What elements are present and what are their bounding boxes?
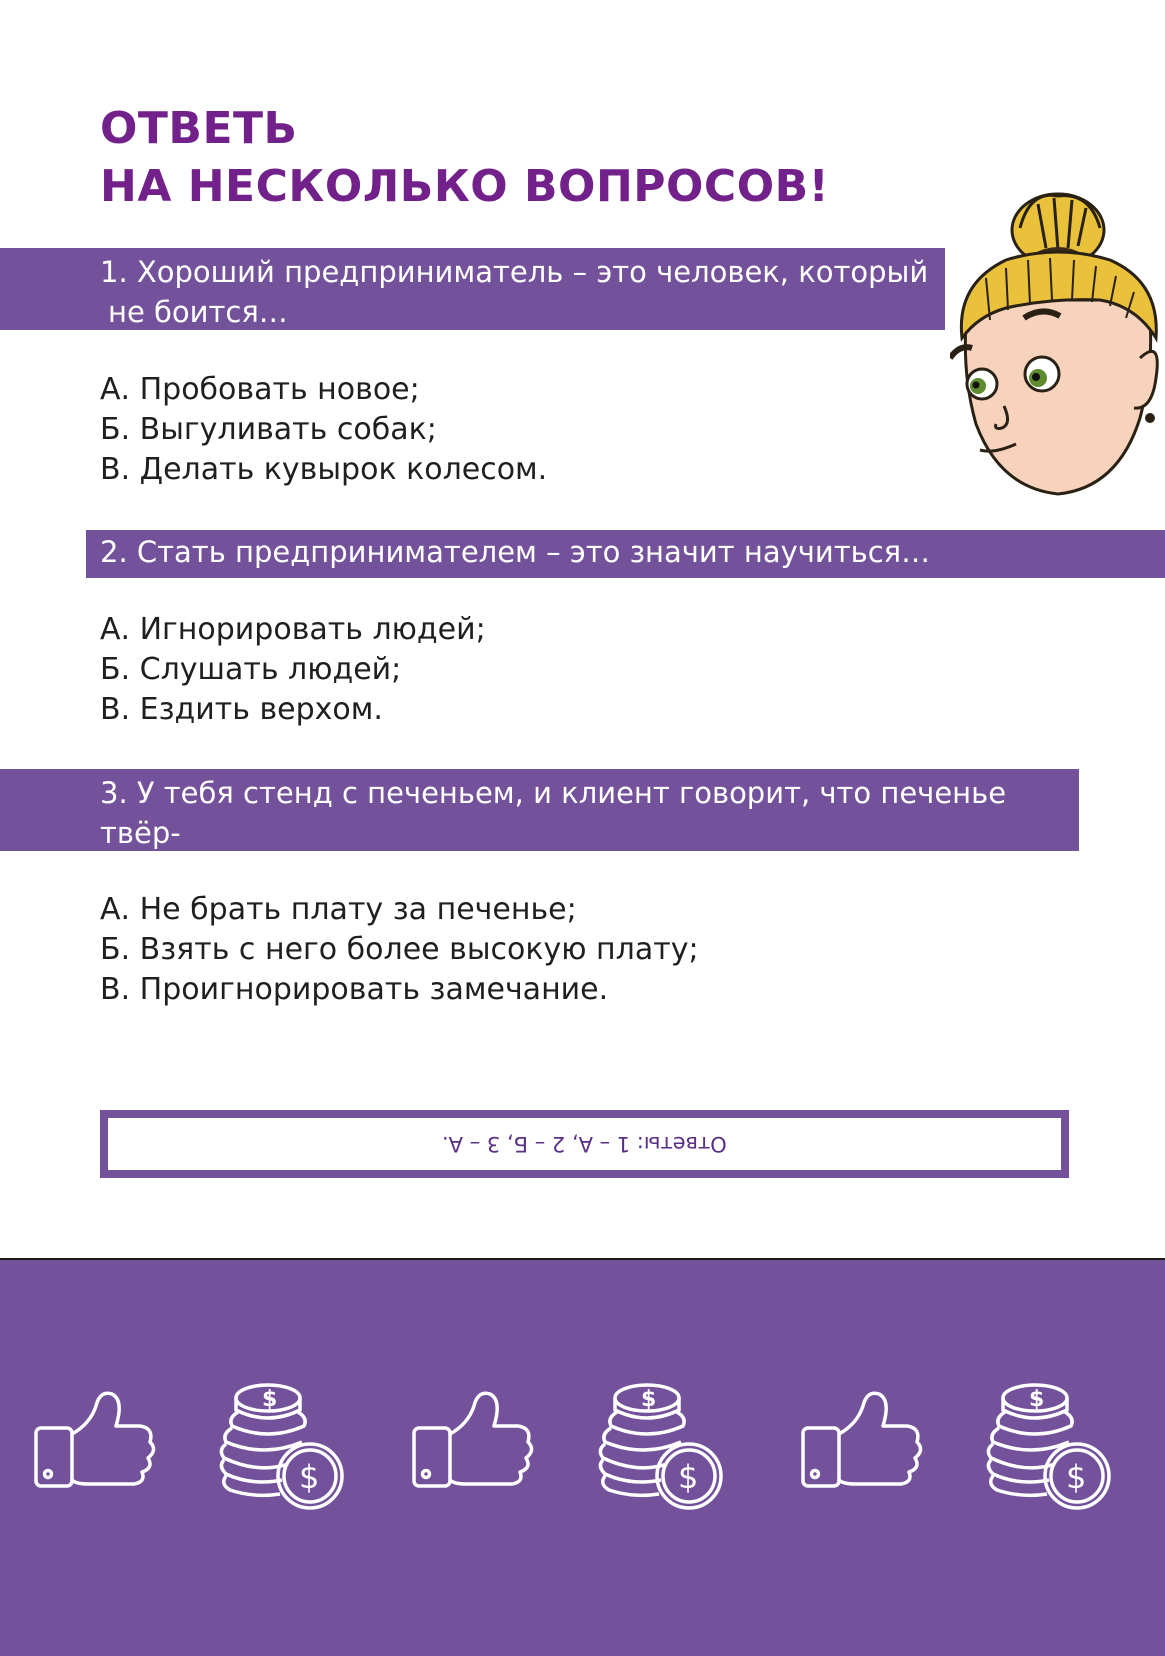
svg-text:$: $ bbox=[1066, 1458, 1087, 1496]
option-c: В. Проигнорировать замечание. bbox=[100, 972, 609, 1007]
question-1-bar bbox=[0, 248, 945, 330]
thumbs-up-icon bbox=[799, 1386, 925, 1496]
option-b: Б. Взять с него более высокую плату; bbox=[100, 932, 699, 967]
option-c: В. Делать кувырок колесом. bbox=[100, 452, 548, 487]
svg-text:$: $ bbox=[299, 1458, 320, 1496]
page-title bbox=[100, 100, 829, 216]
svg-text:$: $ bbox=[678, 1458, 699, 1496]
question-1-text-line-2: не боится… bbox=[108, 295, 288, 329]
question-2-bar bbox=[86, 530, 1165, 578]
option-b: Б. Выгуливать собак; bbox=[100, 412, 437, 447]
svg-text:$: $ bbox=[262, 1387, 278, 1412]
coins-icon bbox=[597, 1378, 727, 1514]
svg-text:$: $ bbox=[641, 1387, 657, 1412]
footer-band bbox=[0, 1258, 1165, 1656]
thumbs-up-icon bbox=[32, 1386, 158, 1496]
option-a: А. Игнорировать людей; bbox=[100, 612, 486, 647]
question-3-bar bbox=[0, 769, 1079, 890]
answer-key-box bbox=[100, 1110, 1069, 1178]
girl-face-illustration bbox=[950, 188, 1160, 506]
thumbs-up-icon bbox=[410, 1386, 536, 1496]
answer-key-text: Ответы: 1 – А, 2 – Б, 3 – А. bbox=[442, 1132, 727, 1156]
option-a: А. Пробовать новое; bbox=[100, 372, 420, 407]
question-2-options bbox=[100, 610, 486, 730]
question-1-options bbox=[100, 370, 547, 490]
coins-icon bbox=[985, 1378, 1115, 1514]
title-line-1: ОТВЕТЬ bbox=[100, 103, 298, 154]
svg-text:$: $ bbox=[1029, 1387, 1045, 1412]
title-line-2: НА НЕСКОЛЬКО ВОПРОСОВ! bbox=[100, 161, 830, 212]
question-3-text-line-1: 3. У тебя стенд с печеньем, и клиент говорит, что печенье твёр- bbox=[100, 776, 1007, 850]
question-3-text-line-2: дое, что тебе следует сделать: bbox=[100, 856, 583, 890]
option-b: Б. Слушать людей; bbox=[100, 652, 402, 687]
coins-icon bbox=[218, 1378, 348, 1514]
question-1-text-line-1: 1. Хороший предприниматель – это человек, который bbox=[100, 255, 929, 289]
question-2-text-line-1: 2. Стать предпринимателем – это значит научиться… bbox=[100, 535, 931, 569]
question-3-options bbox=[100, 890, 699, 1010]
option-c: В. Ездить верхом. bbox=[100, 692, 383, 727]
option-a: А. Не брать плату за печенье; bbox=[100, 892, 577, 927]
